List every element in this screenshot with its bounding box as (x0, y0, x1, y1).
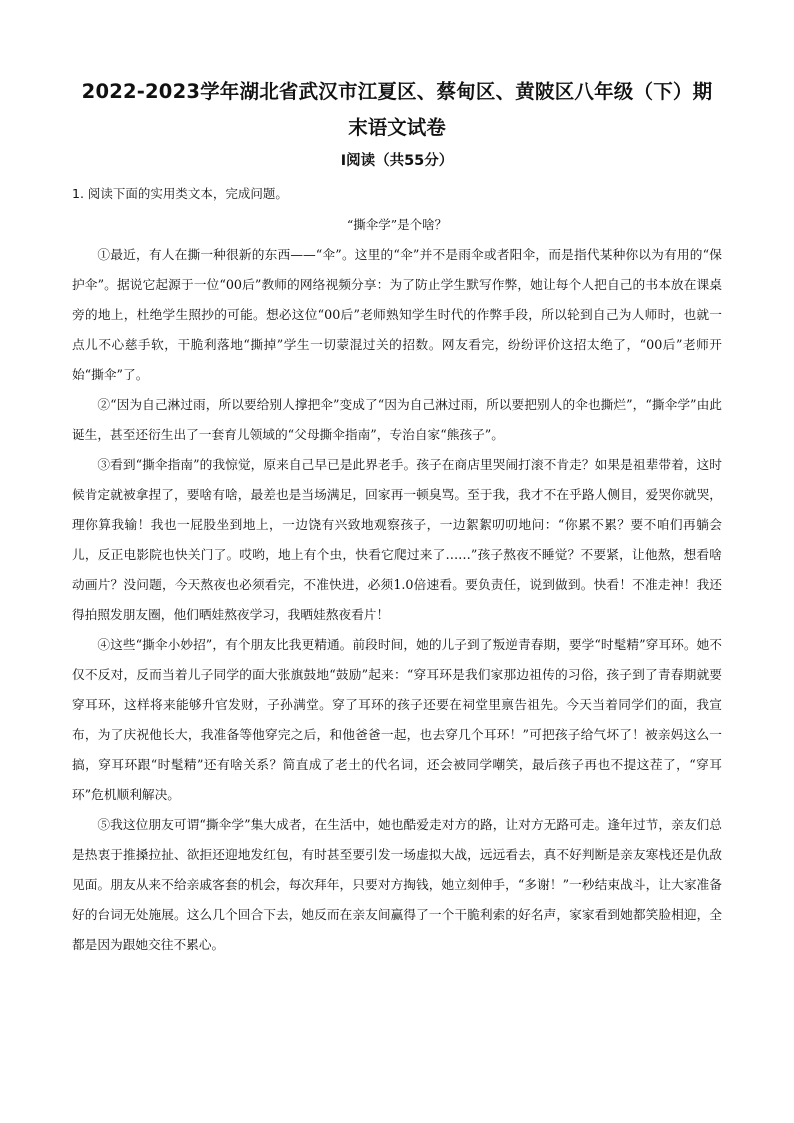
paragraph-2: ②“因为自己淋过雨，所以要给别人撑把伞”变成了“因为自己淋过雨，所以要把别人的伞也撕烂”，“撕伞学”由此诞生，甚至还衍生出了一套育儿领域的“父母撕伞指南”，专治自家“熊孩子”。 (72, 397, 722, 442)
paragraph-3: ③看到“撕伞指南”的我惊觉，原来自己早已是此界老手。孩子在商店里哭闹打滚不肯走？如果是祖辈带着，这时候肯定就被拿捏了，要啥有啥，最差也是当场满足，回家再一顿臭骂。至于我，我才不在乎路人侧目，爱哭你就哭，理你算我输！我也一屁股坐到地上，一边饶有兴致地观察孩子，一边絮絮叨叨地问：“你累不累？要不咱们再躺会儿，反正电影院也快关门了。哎哟，地上有个虫，快看它爬过来了……”孩子熬夜不睡觉？不要紧，让他熬，想看啥动画片？没问题，今天熬夜也必须看完，不准快进，必须1.0倍速看。要负责任，说到做到。快看！不准走神！我还得拍照发朋友圈，他们晒娃熬夜学习，我晒娃熬夜看片！ (72, 457, 722, 622)
exam-title-line-1: 2022-2023学年湖北省武汉市江夏区、蔡甸区、黄陂区八年级（下）期 (81, 80, 713, 103)
question-prompt: 1. 阅读下面的实用类文本，完成问题。 (72, 186, 288, 201)
paragraph-5: ⑤我这位朋友可谓“撕伞学”集大成者，在生活中，她也酷爱走对方的路，让对方无路可走。逢年过节，亲友们总是热衷于推搡拉扯、欲拒还迎地发红包，有时甚至要引发一场虚拟大战，远远看去，真不好判断是亲友寒栈还是仇敌见面。朋友从来不给亲戚客套的机会，每次拜年，只要对方掏钱，她立刻伸手，“多谢！”一秒结束战斗，让大家准备好的台词无处施展。这么几个回合下去，她反而在亲友间赢得了一个干脆利索的好名声，家家看到她都笑脸相迎，全都是因为跟她交往不累心。 (72, 817, 722, 952)
paragraph-1: ①最近，有人在撕一种很新的东西——“伞”。这里的“伞”并不是雨伞或者阳伞，而是指代某种你以为有用的“保护伞”。据说它起源于一位“00后”教师的网络视频分享：为了防止学生默写作弊，她让每个人把自己的书本放在课桌旁的地上，杜绝学生照抄的可能。想必这位“00后”老师熟知学生时代的作弊手段，所以轮到自己为人师时，也就一点儿不心慈手软，干脆利落地“撕掉”学生一切蒙混过关的招数。网友看完，纷纷评价这招太绝了，“00后”老师开始“撕伞”了。 (72, 247, 722, 382)
passage-body (72, 240, 722, 960)
section-heading: Ⅰ阅读（共55分） (340, 153, 454, 169)
exam-title-line-2: 末语文试卷 (348, 116, 446, 139)
paragraph-4: ④这些“撕伞小妙招”，有个朋友比我更精通。前段时间，她的儿子到了叛逆青春期，要学“时髦精”穿耳环。她不仅不反对，反而当着儿子同学的面大张旗鼓地“鼓励”起来：“穿耳环是我们家那边祖传的习俗，孩子到了青春期就要穿耳环，这样将来能够升官发财，子孙满堂。穿了耳环的孩子还要在祠堂里禀告祖先。今天当着同学们的面，我宣布，为了庆祝他长大，我准备等他穿完之后，和他爸爸一起，也去穿几个耳环！”可把孩子给气坏了！被亲妈这么一搞，穿耳环跟“时髦精”还有啥关系？简直成了老土的代名词，还会被同学嘲笑，最后孩子再也不提这茬了，“穿耳环”危机顺利解决。 (72, 637, 722, 802)
passage-title: “撕伞学”是个啥？ (346, 217, 448, 232)
